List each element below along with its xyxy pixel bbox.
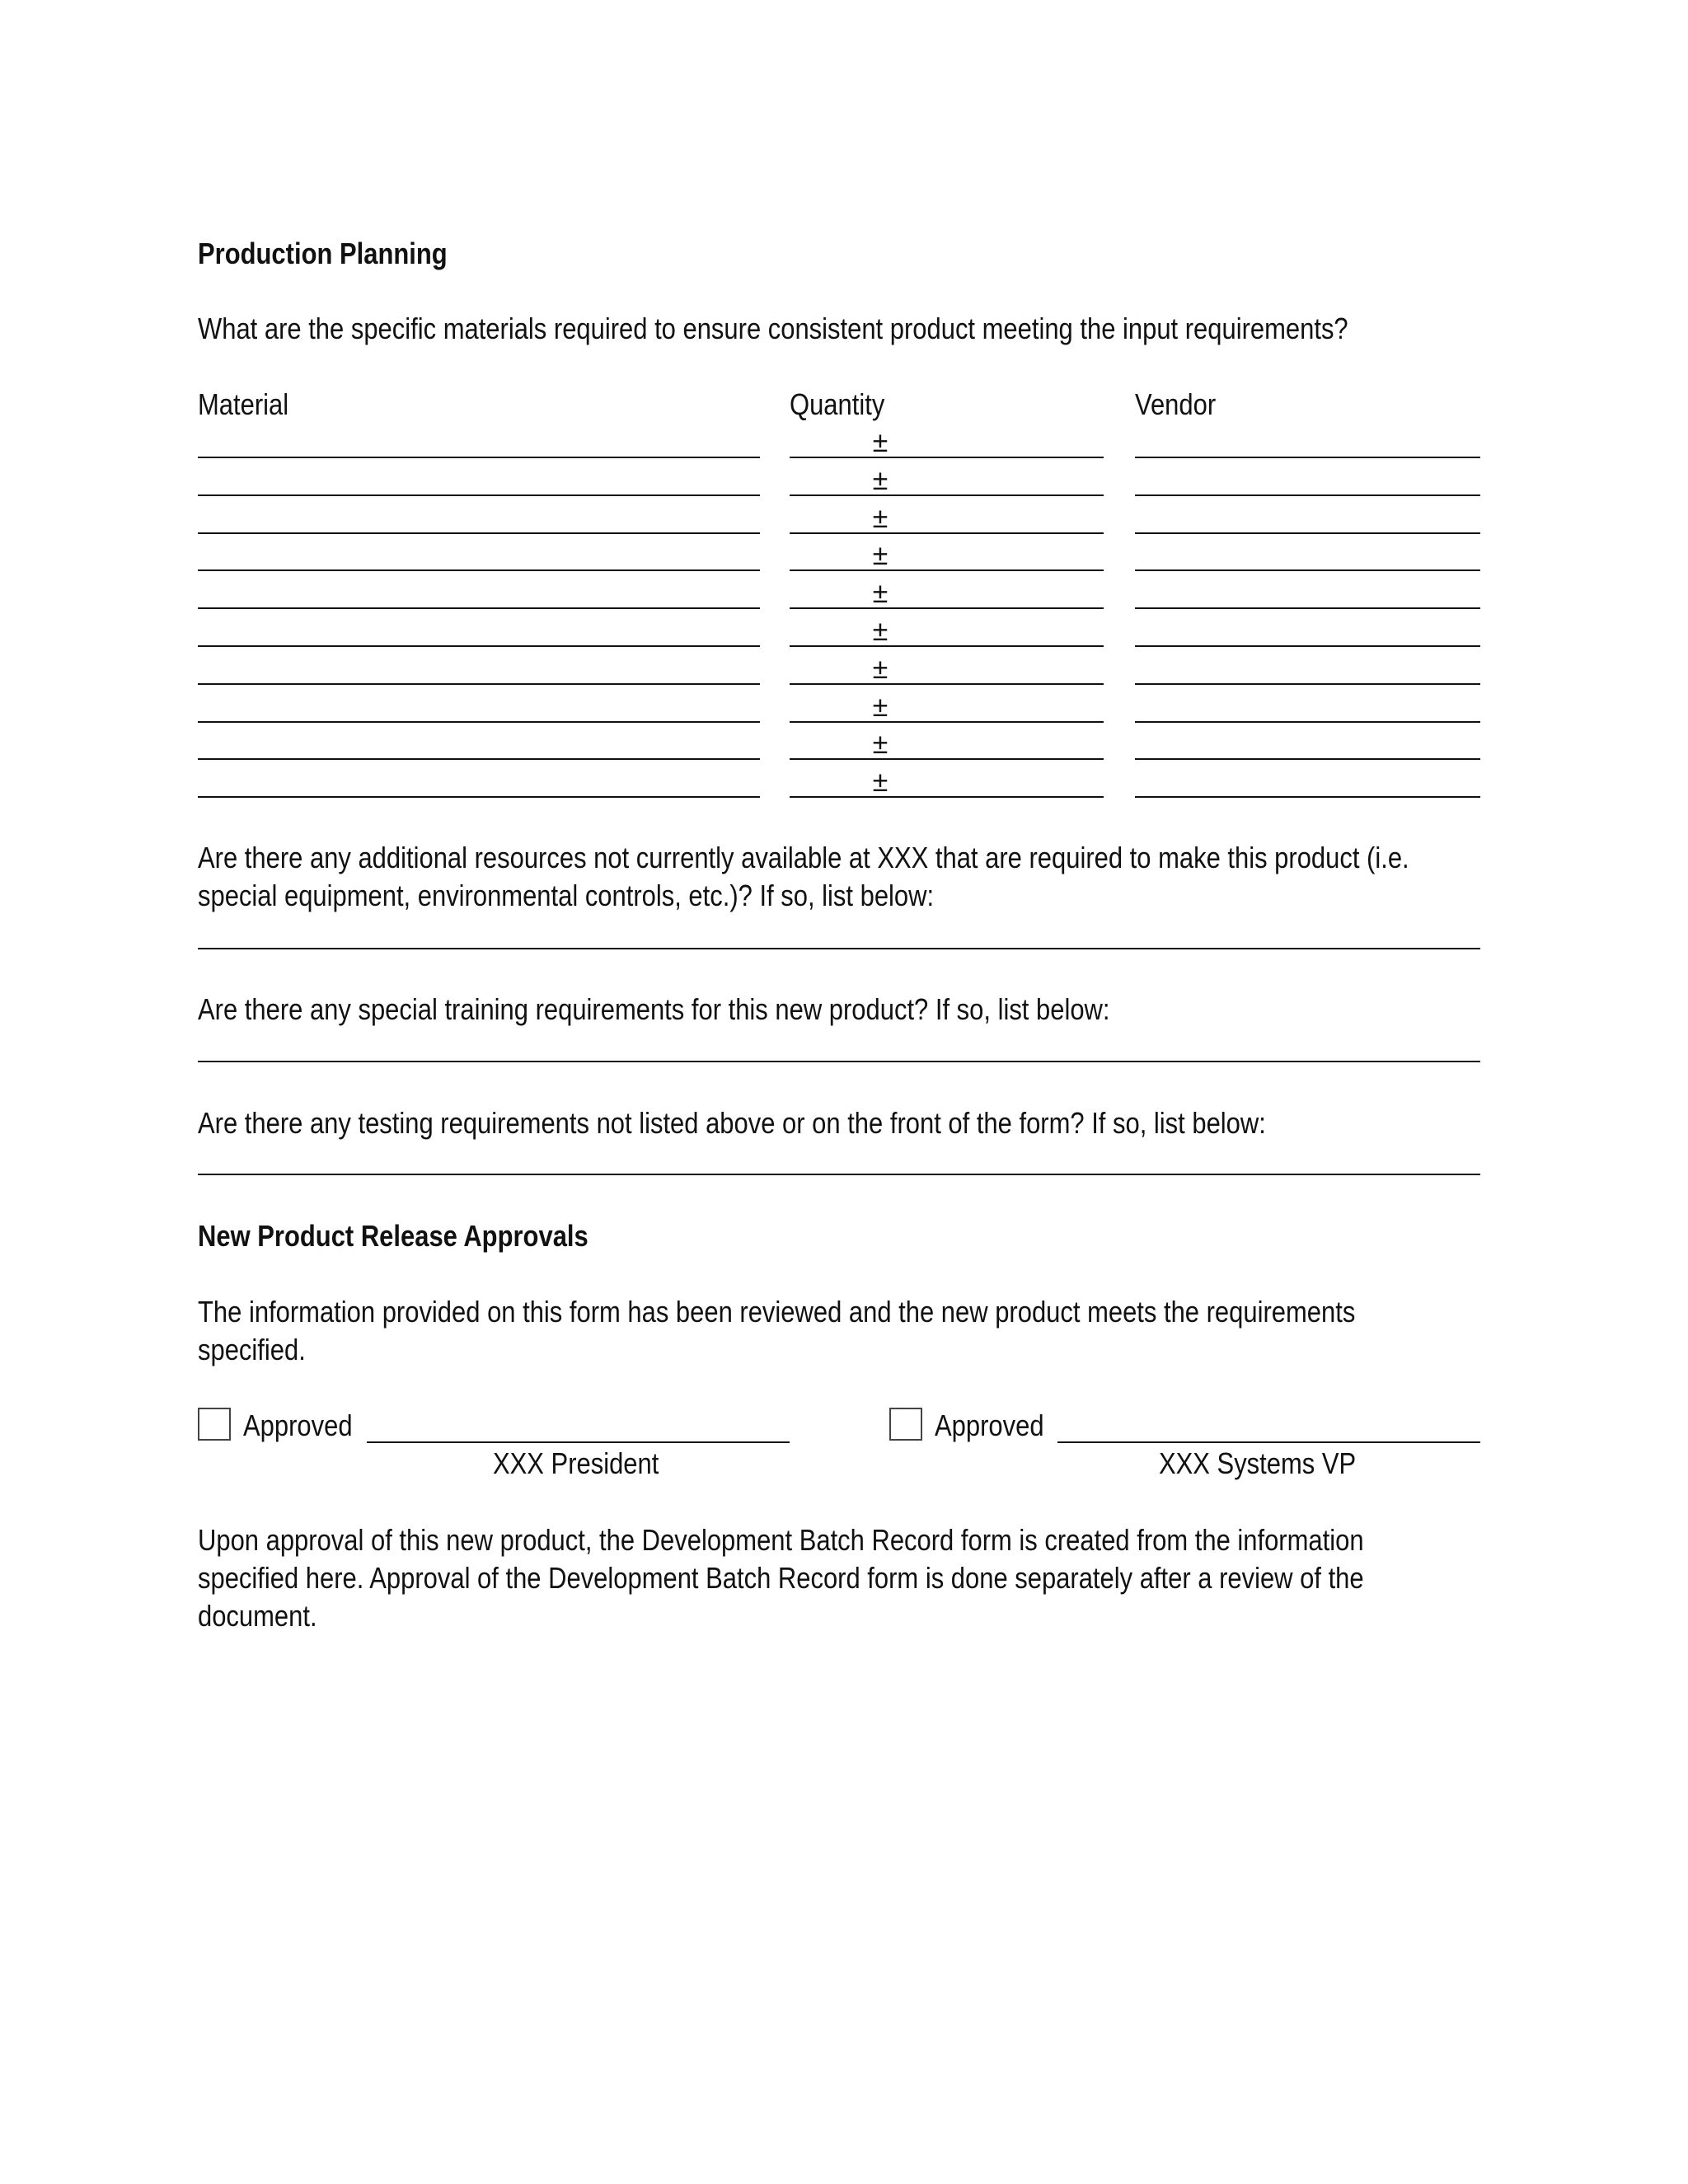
plus-minus-symbol: ± — [872, 654, 889, 685]
material-entry-line[interactable] — [198, 569, 760, 571]
material-entry-line[interactable] — [198, 532, 760, 534]
footer-note-line1: Upon approval of this new product, the Development Batch Record form is created from the information — [198, 1523, 1364, 1557]
approver-role-systems-vp: XXX Systems VP — [1159, 1446, 1357, 1480]
plus-minus-symbol: ± — [872, 427, 889, 458]
approved-label-systems-vp: Approved — [935, 1408, 1044, 1442]
signature-line-president[interactable] — [367, 1441, 790, 1443]
plus-minus-symbol: ± — [872, 578, 889, 609]
plus-minus-symbol: ± — [872, 503, 889, 534]
plus-minus-symbol: ± — [872, 616, 889, 647]
quantity-entry-line[interactable] — [790, 607, 1104, 609]
material-entry-line[interactable] — [198, 796, 760, 798]
material-entry-line[interactable] — [198, 683, 760, 685]
additional-resources-answer-line[interactable] — [198, 948, 1480, 949]
material-entry-line[interactable] — [198, 607, 760, 609]
section-heading-production-planning: Production Planning — [198, 237, 448, 270]
section-heading-approvals: New Product Release Approvals — [198, 1219, 588, 1253]
approved-checkbox-systems-vp[interactable] — [889, 1408, 922, 1441]
plus-minus-symbol: ± — [872, 465, 889, 496]
vendor-entry-line[interactable] — [1135, 645, 1480, 647]
quantity-entry-line[interactable] — [790, 758, 1104, 760]
material-entry-line[interactable] — [198, 457, 760, 458]
column-header-material: Material — [198, 387, 289, 421]
quantity-entry-line[interactable] — [790, 721, 1104, 723]
vendor-entry-line[interactable] — [1135, 569, 1480, 571]
quantity-entry-line[interactable] — [790, 457, 1104, 458]
testing-answer-line[interactable] — [198, 1174, 1480, 1175]
quantity-entry-line[interactable] — [790, 796, 1104, 798]
vendor-entry-line[interactable] — [1135, 721, 1480, 723]
additional-resources-question-line2: special equipment, environmental controls, etc.)? If so, list below: — [198, 879, 935, 912]
signature-line-systems-vp[interactable] — [1057, 1441, 1480, 1443]
quantity-entry-line[interactable] — [790, 645, 1104, 647]
material-entry-line[interactable] — [198, 758, 760, 760]
vendor-entry-line[interactable] — [1135, 758, 1480, 760]
footer-note-line2: specified here. Approval of the Development Batch Record form is done separately after a review of the — [198, 1561, 1364, 1595]
quantity-entry-line[interactable] — [790, 532, 1104, 534]
approved-label-president: Approved — [243, 1408, 353, 1442]
quantity-entry-line[interactable] — [790, 569, 1104, 571]
material-entry-line[interactable] — [198, 494, 760, 496]
plus-minus-symbol: ± — [872, 540, 889, 571]
material-entry-line[interactable] — [198, 721, 760, 723]
quantity-entry-line[interactable] — [790, 683, 1104, 685]
training-question: Are there any special training requirements for this new product? If so, list below: — [198, 992, 1110, 1026]
additional-resources-question-line1: Are there any additional resources not currently available at XXX that are required to make this product (i.e. — [198, 841, 1409, 874]
vendor-entry-line[interactable] — [1135, 796, 1480, 798]
column-header-quantity: Quantity — [790, 387, 885, 421]
material-entry-line[interactable] — [198, 645, 760, 647]
plus-minus-symbol: ± — [872, 766, 889, 798]
vendor-entry-line[interactable] — [1135, 607, 1480, 609]
training-answer-line[interactable] — [198, 1061, 1480, 1062]
approved-checkbox-president[interactable] — [198, 1408, 231, 1441]
column-header-vendor: Vendor — [1135, 387, 1217, 421]
materials-question: What are the specific materials required to ensure consistent product meeting the input requirements? — [198, 312, 1348, 345]
quantity-entry-line[interactable] — [790, 494, 1104, 496]
vendor-entry-line[interactable] — [1135, 494, 1480, 496]
vendor-entry-line[interactable] — [1135, 683, 1480, 685]
approval-statement-line2: specified. — [198, 1333, 306, 1366]
vendor-entry-line[interactable] — [1135, 457, 1480, 458]
approver-role-president: XXX President — [493, 1446, 659, 1480]
approval-statement-line1: The information provided on this form has been reviewed and the new product meets the requirements — [198, 1295, 1356, 1329]
vendor-entry-line[interactable] — [1135, 532, 1480, 534]
plus-minus-symbol: ± — [872, 729, 889, 760]
footer-note-line3: document. — [198, 1599, 317, 1633]
testing-question: Are there any testing requirements not listed above or on the front of the form? If so, list below: — [198, 1106, 1266, 1140]
plus-minus-symbol: ± — [872, 691, 889, 723]
